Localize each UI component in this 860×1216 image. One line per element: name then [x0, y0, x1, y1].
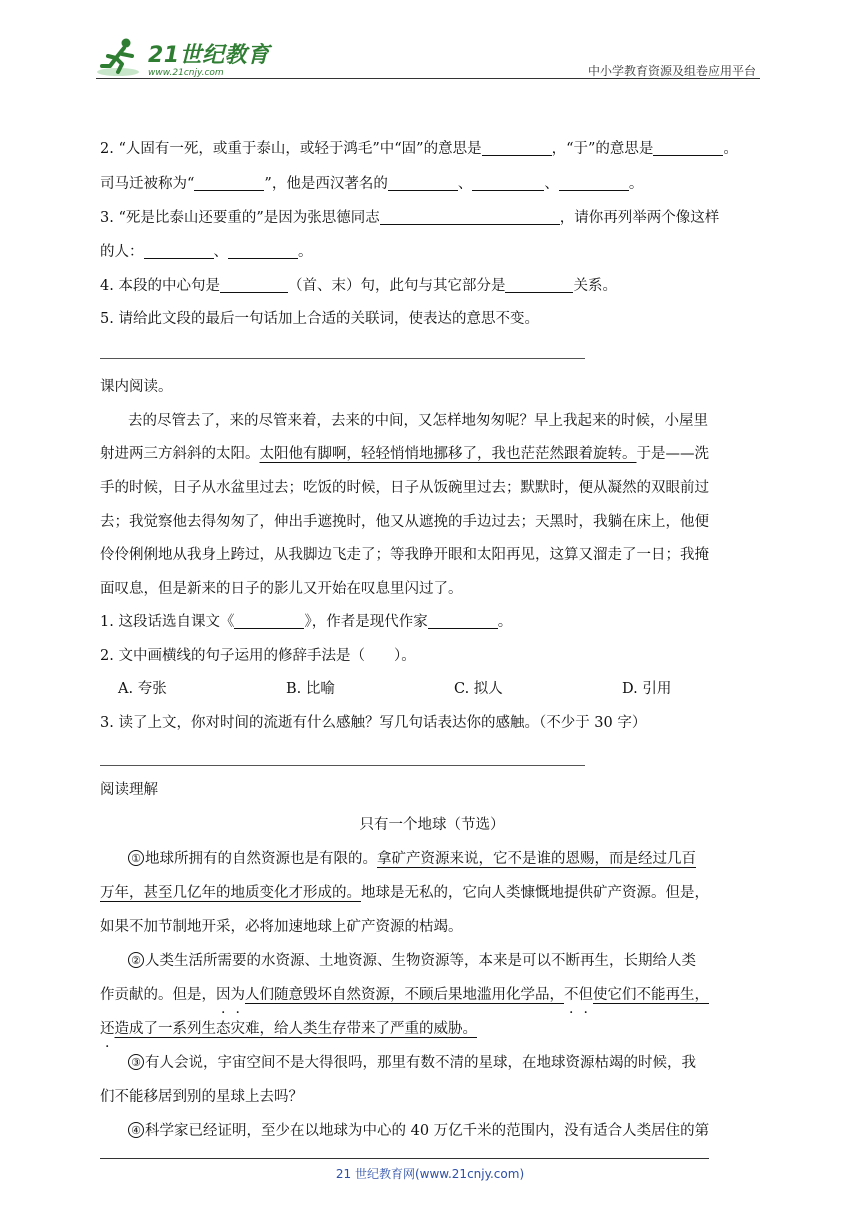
paragraph-number: ③ [128, 1054, 144, 1070]
answer-blank[interactable] [653, 139, 723, 156]
platform-label: 中小学教育资源及组卷应用平台 [587, 64, 756, 78]
question-2-line-1: 2. “人固有一死，或重于泰山，或轻于鸿毛”中“固”的意思是 ，“于”的意思是 。 [100, 141, 738, 157]
paragraph-2-line: 作贡献的。但是，因为人们随意毁坏自然资源，不顾后果地滥用化学品，不但使它们不能再生， [100, 987, 709, 1003]
footer-divider [100, 1158, 709, 1159]
section-title-reading: 课内阅读。 [100, 379, 173, 395]
underlined-sentence: 太阳他有脚啊，轻轻悄悄地挪移了，我也茫茫然跟着旋转。 [259, 446, 637, 462]
paragraph-2-line: ② 人类生活所需要的水资源、土地资源、生物资源等，本来是可以不断再生，长期给人类 [128, 949, 696, 973]
choice-c[interactable]: C. 拟人 [454, 681, 503, 697]
question-5: 5. 请给此文段的最后一句话加上合适的关联词，使表达的意思不变。 [100, 311, 539, 327]
choice-b[interactable]: B. 比喻 [286, 681, 335, 697]
paragraph-4-line: ④ 科学家已经证明，至少在以地球为中心的 40 万亿千米的范围内，没有适合人类居住的第 [128, 1119, 709, 1143]
answer-blank[interactable] [482, 139, 552, 156]
logo [96, 34, 270, 78]
choice-d[interactable]: D. 引用 [622, 681, 672, 697]
passage-line: 射进两三方斜斜的太阳。太阳他有脚啊，轻轻悄悄地挪移了，我也茫茫然跟着旋转。于是——洗 [100, 446, 709, 462]
answer-line[interactable] [100, 765, 585, 766]
paragraph-2-line: 还造成了一系列生态灾难，给人类生存带来了严重的威胁。 [100, 1021, 477, 1037]
question-3-line-1: 3. “死是比泰山还要重的”是因为张思德同志 ，请你再列举两个像这样 [100, 210, 720, 226]
passage-line: 去的尽管去了，来的尽管来着，去来的中间，又怎样地匆匆呢？早上我起来的时候，小屋里 [128, 413, 708, 429]
answer-blank[interactable] [144, 242, 214, 259]
answer-blank[interactable] [194, 174, 264, 191]
passage-line: 手的时候，日子从水盆里过去；吃饭的时候，日子从饭碗里过去；默默时，便从凝然的双眼前过 [100, 480, 709, 496]
question-3-line-2: 的人： 、 。 [100, 244, 313, 260]
answer-line[interactable] [100, 358, 585, 359]
header-divider [96, 78, 760, 79]
passage-line: 面叹息，但是新来的日子的影儿又开始在叹息里闪过了。 [100, 581, 463, 597]
paragraph-3-line: ③ 有人会说，宇宙空间不是大得很吗，那里有数不清的星球，在地球资源枯竭的时候，我 [128, 1051, 696, 1075]
article-title: 只有一个地球（节选） [359, 817, 505, 833]
section-title-comprehension: 阅读理解 [100, 782, 158, 798]
answer-blank[interactable] [388, 174, 458, 191]
reading-question-3: 3. 读了上文，你对时间的流逝有什么感触？写几句话表达你的感触。（不少于 30 字） [100, 715, 647, 731]
paragraph-number: ① [128, 850, 144, 866]
passage-line: 去；我觉察他去得匆匆了，伸出手遮挽时，他又从遮挽的手边过去；天黑时，我躺在床上，他便 [100, 514, 709, 530]
answer-blank[interactable] [234, 612, 304, 629]
choice-a[interactable]: A. 夸张 [118, 681, 167, 697]
footer-link[interactable]: 21 世纪教育网(www.21cnjy.com) [335, 1167, 525, 1181]
answer-blank[interactable] [228, 242, 298, 259]
runner-logo-icon [96, 36, 144, 78]
paragraph-number: ② [128, 952, 144, 968]
answer-blank[interactable] [472, 174, 544, 191]
paragraph-3-line: 们不能移居到别的星球上去吗？ [100, 1089, 303, 1105]
answer-blank[interactable] [380, 208, 560, 225]
answer-blank[interactable] [559, 174, 629, 191]
reading-question-2: 2. 文中画横线的句子运用的修辞手法是（ ）。 [100, 648, 416, 664]
paragraph-1-line: 万年，甚至几亿年的地质变化才形成的。地球是无私的，它向人类慷慨地提供矿产资源。但是， [100, 885, 709, 901]
question-2-line-2: 司马迁被称为“ ”，他是西汉著名的 、 、 。 [100, 176, 644, 192]
answer-blank[interactable] [428, 612, 498, 629]
logo-title: 21世纪教育 [148, 43, 270, 68]
passage-line: 伶伶俐俐地从我身上跨过，从我脚边飞走了；等我睁开眼和太阳再见，这算又溜走了一日；我掩 [100, 547, 709, 563]
logo-url: www.21cnjy.com [148, 68, 224, 78]
paragraph-1-line: ① 地球所拥有的自然资源也是有限的。拿矿产资源来说，它不是谁的恩赐，而是经过几百 [128, 847, 696, 871]
answer-blank[interactable] [220, 276, 288, 293]
question-4: 4. 本段的中心句是 （首、末）句，此句与其它部分是 关系。 [100, 278, 617, 294]
paragraph-1-line: 如果不加节制地开采，必将加速地球上矿产资源的枯竭。 [100, 919, 463, 935]
paragraph-number: ④ [128, 1122, 144, 1138]
page-header [96, 30, 760, 80]
answer-blank[interactable] [505, 276, 573, 293]
reading-question-1: 1. 这段话选自课文《 》，作者是现代作家 。 [100, 614, 513, 630]
